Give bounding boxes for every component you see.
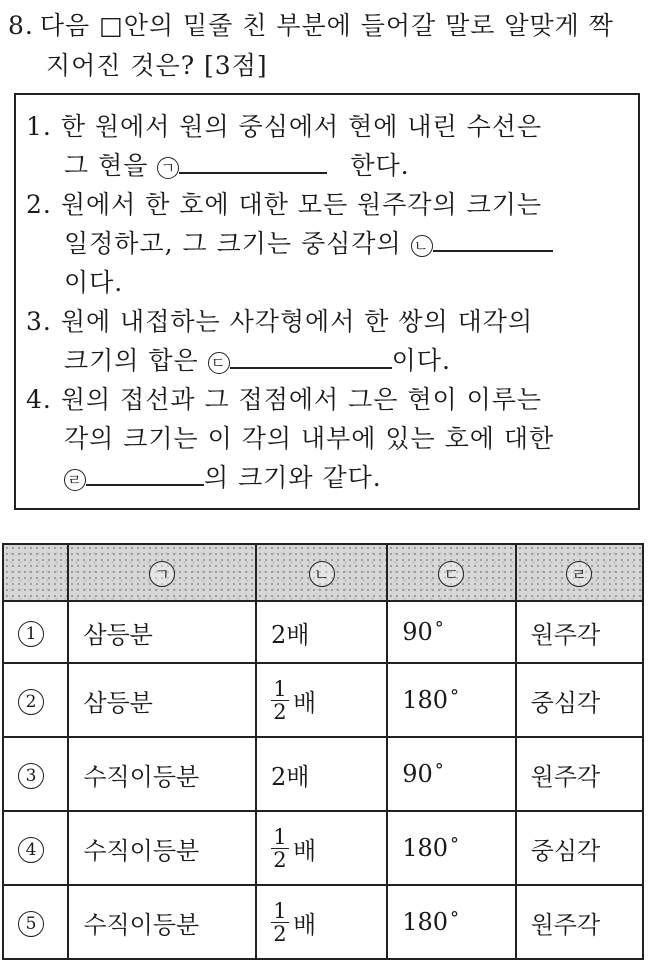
cell-c: 180 ° [387,663,515,737]
question-text [8,6,644,86]
fraction: $\frac{1}{2}$ [271,678,289,723]
choice-number[interactable]: 3 [3,737,68,811]
statement-3: 3. 원에 내접하는 사각형에서 한 쌍의 대각의 크기의 합은 ㄷ 이다. [26,307,534,375]
blank-mark-c: ㄷ [208,352,230,374]
table-row[interactable] [3,737,643,811]
fraction: $\frac{1}{2}$ [271,826,289,871]
cell-d: 원주각 [516,885,643,959]
cell-d: 원주각 [516,737,643,811]
blank-mark-d: ㄹ [64,469,86,491]
question-number: 8. [8,11,34,40]
answer-table [2,543,644,960]
question-line-1: 8. 다음 □안의 밑줄 친 부분에 들어갈 말로 알맞게 짝 [8,11,614,40]
fraction: $\frac{1}{2}$ [271,900,289,945]
cell-a: 수직이등분 [68,885,256,959]
cell-b: $\frac{1}{2}$ 배 [256,811,387,885]
table-header-row [3,544,643,601]
blank-mark-a: ㄱ [157,157,179,179]
cell-b: 2배 [256,601,387,663]
cell-c: 90 ° [387,601,515,663]
cell-d: 중심각 [516,663,643,737]
cell-a: 삼등분 [68,601,256,663]
choice-number[interactable]: 4 [3,811,68,885]
header-b: ㄴ [256,544,387,601]
choice-number[interactable]: 1 [3,601,68,663]
blank-b [433,228,553,252]
statement-1: 1. 한 원에서 원의 중심에서 현에 내린 수선은 그 현을 ㄱ 한다. [26,112,543,180]
blank-a [179,150,327,174]
table-row[interactable] [3,601,643,663]
cell-d: 중심각 [516,811,643,885]
cell-a: 삼등분 [68,663,256,737]
blank-c [230,345,392,369]
choice-number[interactable]: 2 [3,663,68,737]
blank-d [86,462,204,486]
statement-4: 4. 원의 접선과 그 접점에서 그은 현이 이루는 각의 크기는 이 각의 내부에 있는 호에 대한 ㄹ 의 크기와 같다. [26,385,555,492]
statement-2: 2. 원에서 한 호에 대한 모든 원주각의 크기는 일정하고, 그 크기는 중심각의 ㄴ 이다. [26,185,628,302]
cell-a: 수직이등분 [68,737,256,811]
cell-b: 2배 [256,737,387,811]
choice-number[interactable]: 5 [3,885,68,959]
cell-a: 수직이등분 [68,811,256,885]
table-row[interactable] [3,885,643,959]
blank-mark-b: ㄴ [411,235,433,257]
cell-d: 원주각 [516,601,643,663]
header-d: ㄹ [516,544,643,601]
question-line-2: 지어진 것은? [3점] [46,51,268,80]
cell-c: 180 ° [387,885,515,959]
cell-b: $\frac{1}{2}$ 배 [256,663,387,737]
cell-c: 180 ° [387,811,515,885]
cell-b: $\frac{1}{2}$ 배 [256,885,387,959]
header-blank [3,544,68,601]
header-a: ㄱ [68,544,256,601]
table-row[interactable] [3,663,643,737]
cell-c: 90 ° [387,737,515,811]
table-row[interactable] [3,811,643,885]
header-c: ㄷ [387,544,515,601]
statement-box [14,93,640,510]
